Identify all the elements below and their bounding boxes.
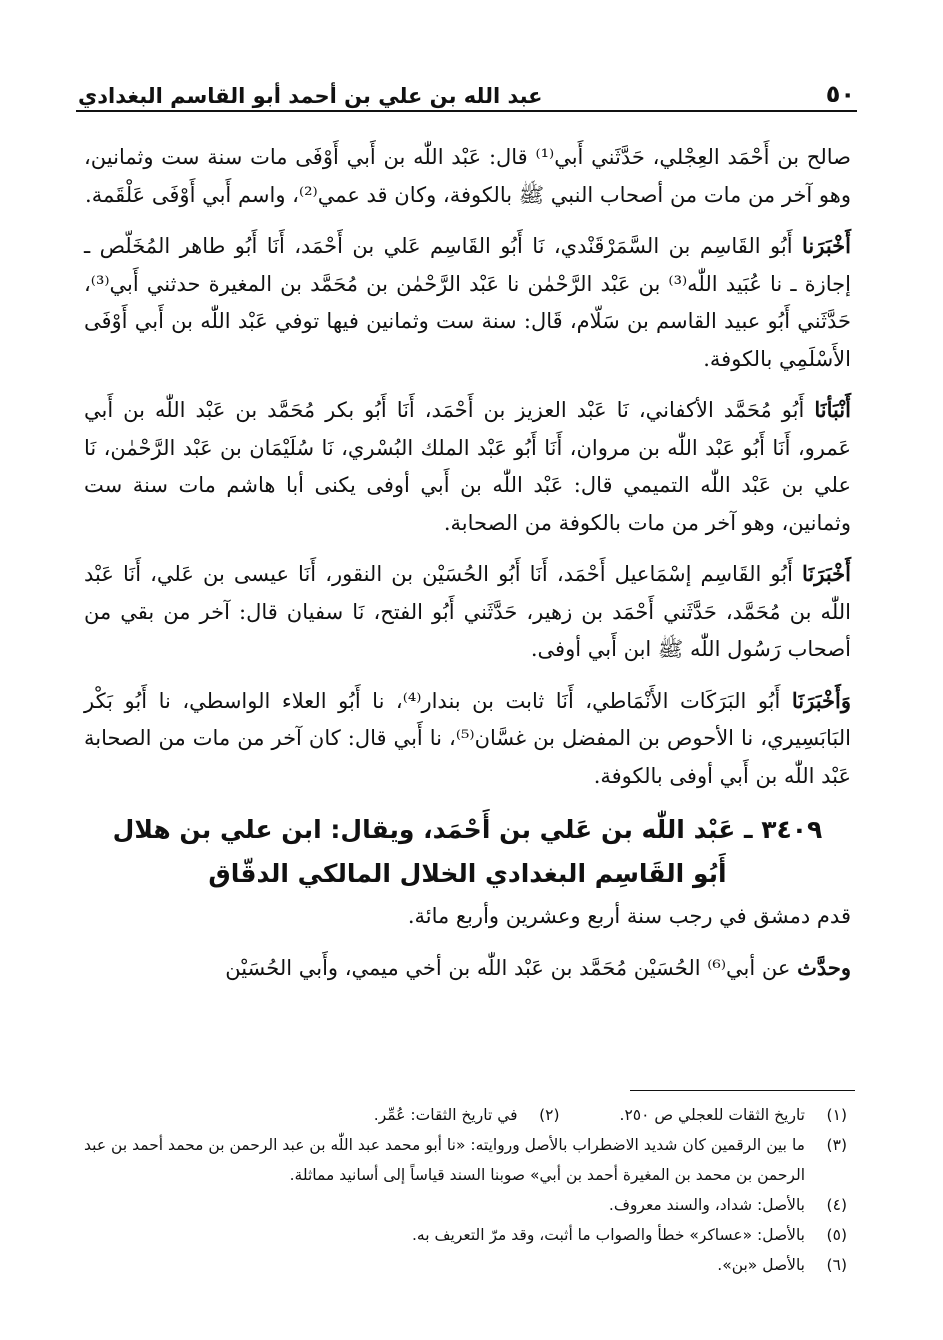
paragraph-lead: وحدَّث xyxy=(797,954,851,980)
header-rule xyxy=(76,110,857,112)
footnote-text: بالأصل «بن». xyxy=(717,1256,805,1274)
footnote-text: تاريخ الثقات للعجلي ص ٢٥٠. xyxy=(619,1106,805,1124)
footnote-6 xyxy=(84,1250,847,1280)
paragraph-3 xyxy=(84,391,851,542)
paragraph-text: أَبُو القَاسِم إسْمَاعيل أَحْمَد، أَنَا أَبُو الحُسَيْن بن النقور، أَنَا عيسى بن عَلي، أَنَا عَبْد اللّٰه بن مُحَمَّد، حَدَّثَني أَحْمَد بن زهير، حَدَّثَني أَبُو الفتح، نَا سفيان قال: آخر من بقي من أصحاب رَسُول اللّٰه ﷺ ابن أَبي أوفى. xyxy=(84,562,851,661)
entry-heading-line-1 xyxy=(84,808,851,852)
footnote-text: بالأصل: شداد، والسند معروف. xyxy=(608,1196,805,1214)
paragraph-text: أَبُو القَاسِم بن السَّمَرْقَنْدي، نَا أَبُو القَاسِم عَلي بن أَحْمَد، أَنَا أَبُو طاهر المُخَلّص ـ إجازة ـ نا عُبَيد اللّٰه⁽³⁾ بن عَبْد الرَّحْمٰن نا عَبْد الرَّحْمٰن بن مُحَمَّد بن المغيرة حدثني أَبي⁽³⁾، حَدَّثَني أَبُو عبيد القاسم بن سَلّام، قَال: سنة ست وثمانين فيها توفي عَبْد اللّٰه بن أَبي أَوْفَى الأَسْلَمِي بالكوفة. xyxy=(84,234,851,371)
paragraph-lead: أَخْبَرَنا xyxy=(802,233,851,258)
footnote-number: (٥) xyxy=(826,1226,847,1244)
footnote-5 xyxy=(84,1220,847,1250)
footnote-1 xyxy=(620,1100,847,1130)
page-number: ٥٠ xyxy=(825,80,855,108)
footnote-text: ما بين الرقمين كان شديد الاضطراب بالأصل وروايته: «نا أبو محمد عبد اللّٰه بن عبد الرحمن بن محمد أحمد بن عبد الرحمن بن محمد بن المغيرة أحمد بن أبي» صوبنا السند قياساً إلى أسانيد مماثلة. xyxy=(84,1136,805,1184)
paragraph-text: أَبُو مُحَمَّد الأكفاني، نَا عَبْد العزيز بن أَحْمَد، أَنَا أَبُو بكر مُحَمَّد بن عَبْد اللّٰه بن أَبي عَمرو، أَنَا أَبُو عَبْد اللّٰه بن مروان، أَنَا أَبُو عَبْد الملك البُسْري، نَا سُلَيْمَان بن عَبْد الرَّحْمٰن، نَا علي بن عَبْد اللّٰه التميمي قال: عَبْد اللّٰه بن أَبي أوفى يكنى أبا هاشم مات سنة ست وثمانين، وهو آخر من مات بالكوفة من الصحابة. xyxy=(84,398,851,535)
paragraph-2 xyxy=(84,227,851,378)
paragraph-text: أَبُو البَرَكَات الأَنْمَاطي، أَنَا ثابت بن بندار⁽⁴⁾، نا أَبُو العلاء الواسطي، نا أَبُو بَكْر البَابَسِيري، نا الأحوص بن المفضل بن غسَّان⁽⁵⁾، نا أَبي قال: كان آخر من مات من الصحابة عَبْد اللّٰه بن أَبي أوفى بالكوفة. xyxy=(84,688,851,788)
footnote-2 xyxy=(374,1100,560,1130)
footnote-number: (٢) xyxy=(539,1106,560,1124)
footnote-row-1-2 xyxy=(84,1100,847,1130)
footnotes xyxy=(84,1100,847,1280)
paragraph-text: صالح بن أَحْمَد العِجْلي، حَدَّثَني أَبي⁽¹⁾ قال: عَبْد اللّٰه بن أَبي أَوْفَى مات سنة ست وثمانين، وهو آخر من مات من أصحاب النبي ﷺ بالكوفة، وكان قد عمي⁽²⁾، واسم أَبي أَوْفَى عَلْقَمة. xyxy=(84,145,851,207)
paragraph-lead: وَأَخْبَرَنَا xyxy=(791,687,851,713)
paragraph-lead: أَخْبَرَنَا xyxy=(802,561,851,586)
footnote-number: (٤) xyxy=(826,1196,847,1214)
footnote-text: بالأصل: «عساكر» خطأ والصواب ما أثبت، وقد مرّ التعريف به. xyxy=(412,1226,805,1244)
entry-title-line-1: ـ عَبْد اللّٰه بن عَلي بن أَحْمَد، ويقال: ابن علي بن هلال xyxy=(112,815,753,844)
footnote-number: (١) xyxy=(826,1106,847,1124)
paragraph-1 xyxy=(84,138,851,214)
running-title: عبد الله بن علي بن أحمد أبو القاسم البغدادي xyxy=(78,84,543,108)
main-text xyxy=(84,138,851,1000)
paragraph-5 xyxy=(84,682,851,796)
footnote-4 xyxy=(84,1190,847,1220)
footnote-text: في تاريخ الثقات: عُمِّر. xyxy=(373,1106,518,1124)
paragraph-lead: أَنْبَأنَا xyxy=(814,397,851,422)
entry-heading xyxy=(84,808,851,896)
paragraph-text: عن أبي⁽⁶⁾ الحُسَيْن مُحَمَّد بن عَبْد اللّٰه بن أخي ميمي، وأَبي الحُسَيْن xyxy=(225,955,791,980)
entry-number: ٣٤٠٩ xyxy=(761,815,823,844)
footnote-number: (٦) xyxy=(826,1256,847,1274)
entry-paragraph xyxy=(84,949,851,988)
footnote-3 xyxy=(84,1130,847,1190)
footnote-rule xyxy=(630,1090,855,1091)
paragraph-4 xyxy=(84,555,851,669)
footnote-number: (٣) xyxy=(826,1136,847,1154)
page-header xyxy=(78,70,855,108)
entry-intro: قدم دمشق في رجب سنة أربع وعشرين وأربع مائة. xyxy=(407,904,851,928)
entry-title-line-2: أَبُو القَاسِم البغدادي الخلال المالكي الدقّاق xyxy=(208,859,727,888)
